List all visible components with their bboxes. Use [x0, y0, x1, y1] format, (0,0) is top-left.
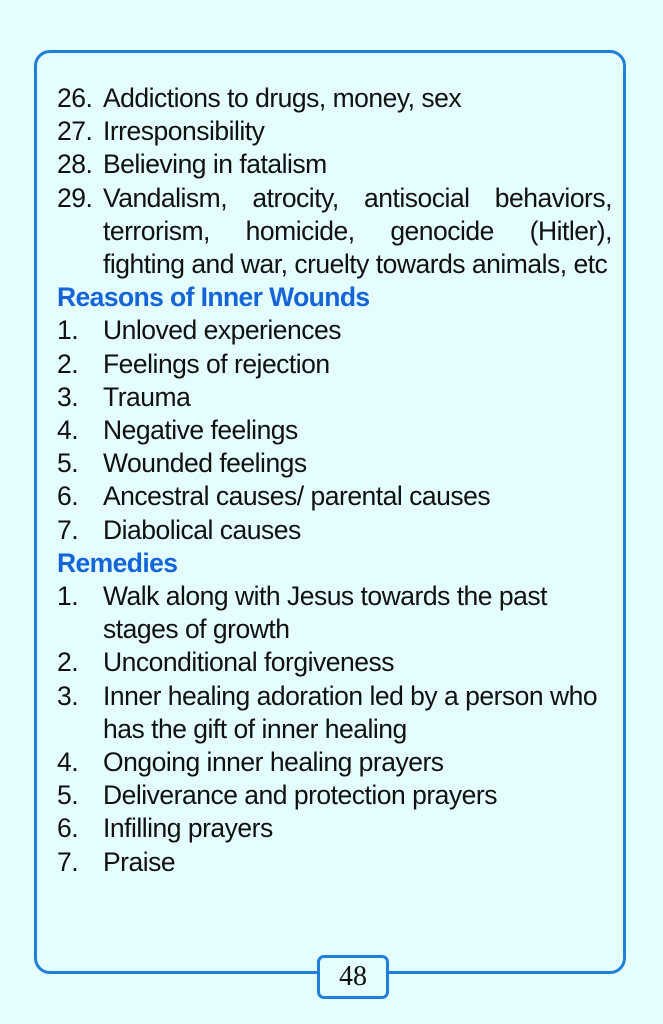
list-item [57, 182, 612, 282]
item-number: 27. [57, 116, 93, 147]
list-item [57, 447, 612, 480]
item-number: 6. [57, 813, 79, 844]
item-text: Infilling prayers [103, 813, 273, 844]
item-text: Deliverance and protection prayers [103, 780, 497, 811]
item-text: Ancestral causes/ parental causes [103, 481, 491, 512]
item-text: Inner healing adoration led by a person who has the gift of inner healing [103, 680, 598, 744]
list-item [57, 779, 612, 812]
item-number: 7. [57, 514, 79, 545]
list-item [57, 414, 612, 447]
list-item [57, 314, 612, 347]
list-item [57, 381, 612, 414]
item-text: Unconditional forgiveness [103, 647, 394, 678]
item-text: Feelings of rejection [103, 348, 330, 379]
item-number: 26. [57, 83, 93, 113]
item-number: 29. [57, 182, 93, 213]
item-number: 3. [57, 381, 79, 412]
section-heading-remedies: Remedies [57, 547, 178, 578]
item-number: 3. [57, 680, 79, 711]
item-text: Walk along with Jesus towards the past stages of growth [103, 581, 547, 645]
page-number: 48 [317, 955, 389, 999]
item-number: 5. [57, 780, 79, 811]
page-content [57, 82, 612, 879]
list-item [57, 680, 612, 746]
list-item [57, 812, 612, 845]
item-number: 7. [57, 846, 79, 877]
item-text: Trauma [103, 381, 191, 412]
item-text: Addictions to drugs, money, sex [103, 83, 462, 113]
item-number: 2. [57, 348, 79, 379]
list-item [57, 348, 612, 381]
list-item [57, 746, 612, 779]
list-item [57, 115, 612, 148]
item-text: Praise [103, 846, 176, 877]
item-text: Believing in fatalism [103, 149, 327, 180]
item-number: 4. [57, 415, 79, 446]
list-item [57, 148, 612, 181]
item-number: 4. [57, 747, 79, 778]
item-number: 1. [57, 315, 79, 346]
list-item [57, 580, 612, 646]
list-item [57, 82, 612, 115]
item-number: 5. [57, 448, 79, 479]
item-text: Irresponsibility [103, 116, 265, 147]
item-number: 6. [57, 481, 79, 512]
item-number: 2. [57, 647, 79, 678]
list-item [57, 514, 612, 547]
item-text: Ongoing inner healing prayers [103, 747, 444, 778]
list-item [57, 646, 612, 679]
item-text: Vandalism, atrocity, antisocial behaviors, terrorism, homicide, genocide (Hitler), fighting and war, cruelty towards animals, etc [103, 182, 612, 280]
section-heading-reasons: Reasons of Inner Wounds [57, 282, 370, 313]
item-text: Negative feelings [103, 415, 298, 446]
item-text: Unloved experiences [103, 315, 341, 346]
item-number: 1. [57, 581, 79, 612]
list-item [57, 846, 612, 879]
item-text: Diabolical causes [103, 514, 301, 545]
list-item [57, 480, 612, 513]
item-number: 28. [57, 149, 93, 180]
item-text: Wounded feelings [103, 448, 307, 479]
